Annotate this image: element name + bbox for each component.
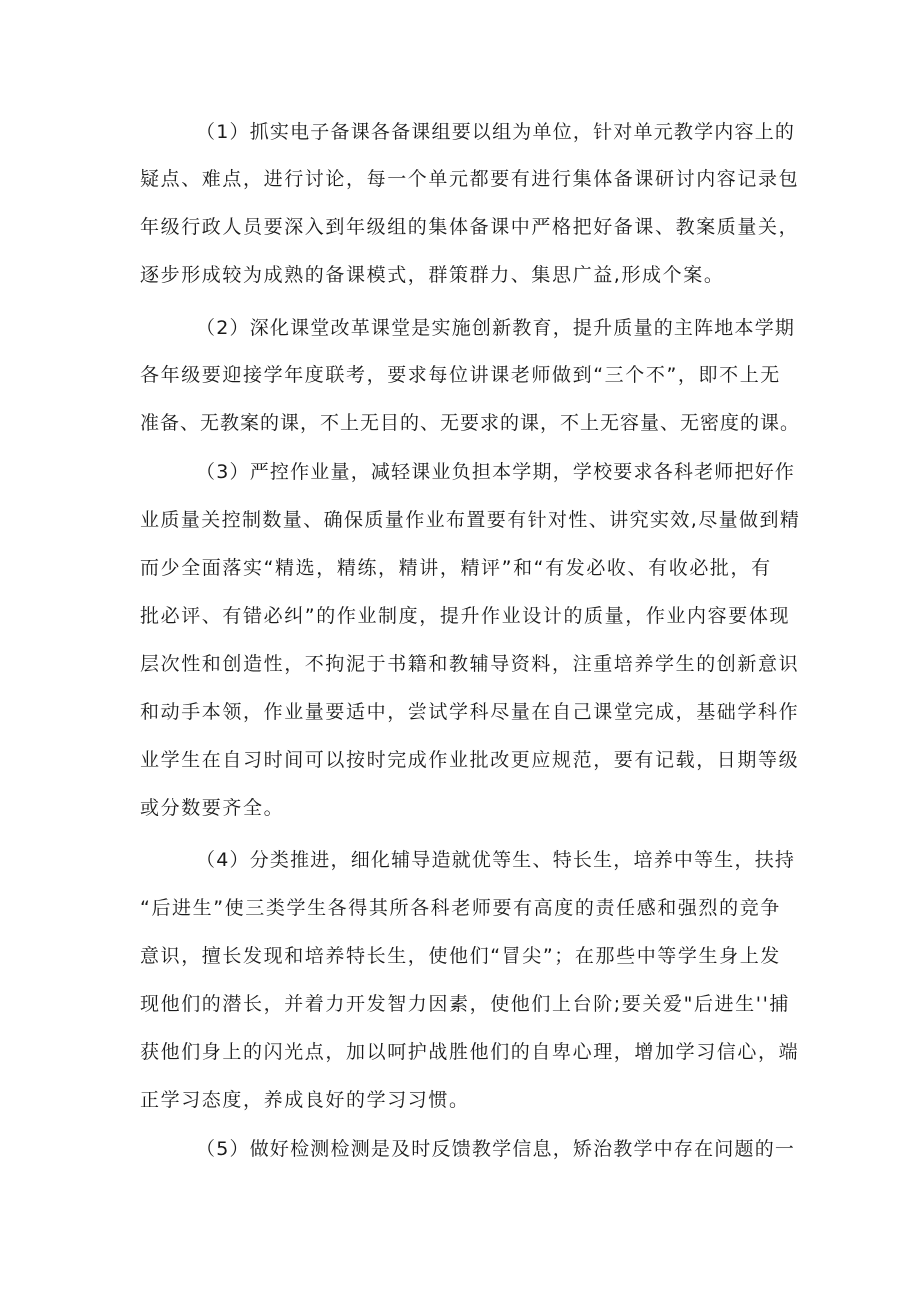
paragraph-line: “后进生”使三类学生各得其所各科老师要有高度的责任感和强烈的竞争 bbox=[140, 897, 781, 919]
paragraph-line: 或分数要齐全。 bbox=[140, 797, 285, 819]
paragraph-line: 现他们的潜长，并着力开发智力因素，使他们上台阶;要关爱"后进生''捕 bbox=[140, 993, 790, 1015]
paragraph-line: 意识，擅长发现和培养特长生，使他们“冒尖”；在那些中等学生身上发 bbox=[140, 945, 781, 967]
paragraph-line: 准备、无教案的课，不上无目的、无要求的课，不上无容量、无密度的课。 bbox=[140, 412, 801, 434]
paragraph-line: （2）深化课堂改革课堂是实施创新教育，提升质量的主阵地本学期 bbox=[196, 317, 796, 339]
paragraph-line: 和动手本领，作业量要适中，尝试学科尽量在自己课堂完成，基础学科作 bbox=[140, 701, 800, 723]
paragraph-line: 批必评、有错必纠”的作业制度，提升作业设计的质量，作业内容要体现 bbox=[140, 605, 791, 627]
paragraph-line: 年级行政人员要深入到年级组的集体备课中严格把好备课、教案质量关， bbox=[140, 216, 800, 238]
paragraph-line: 层次性和创造性，不拘泥于书籍和教辅导资料，注重培养学生的创新意识 bbox=[140, 653, 800, 675]
paragraph-line: 各年级要迎接学年度联考，要求每位讲课老师做到“三个不”，即不上无 bbox=[140, 364, 781, 386]
paragraph-line: （3）严控作业量，减轻课业负担本学期，学校要求各科老师把好作 bbox=[196, 461, 796, 483]
paragraph-line: （4）分类推进，细化辅导造就优等生、特长生，培养中等生，扶持 bbox=[196, 849, 796, 871]
paragraph-line: 逐步形成较为成熟的备课模式，群策群力、集思广益,形成个案。 bbox=[140, 264, 725, 286]
paragraph-line: 业学生在自习时间可以按时完成作业批改更应规范，要有记载，日期等级 bbox=[140, 749, 800, 771]
paragraph-line: 获他们身上的闪光点，加以呵护战胜他们的自卑心理，增加学习信心，端 bbox=[140, 1041, 800, 1063]
paragraph-line: 业质量关控制数量、确保质量作业布置要有针对性、讲究实效,尽量做到精 bbox=[140, 509, 801, 531]
paragraph-line: （1）抓实电子备课各备课组要以组为单位，针对单元教学内容上的 bbox=[196, 121, 796, 143]
paragraph-line: 而少全面落实“精选，精练，精讲，精评”和“有发必收、有收必批，有 bbox=[140, 557, 772, 579]
paragraph-line: 疑点、难点，进行讨论，每一个单元都要有进行集体备课研讨内容记录包 bbox=[140, 168, 800, 190]
paragraph-line: 正学习态度，养成良好的学习习惯。 bbox=[140, 1089, 470, 1111]
paragraph-line: （5）做好检测检测是及时反馈教学信息，矫治教学中存在问题的一 bbox=[196, 1138, 796, 1160]
